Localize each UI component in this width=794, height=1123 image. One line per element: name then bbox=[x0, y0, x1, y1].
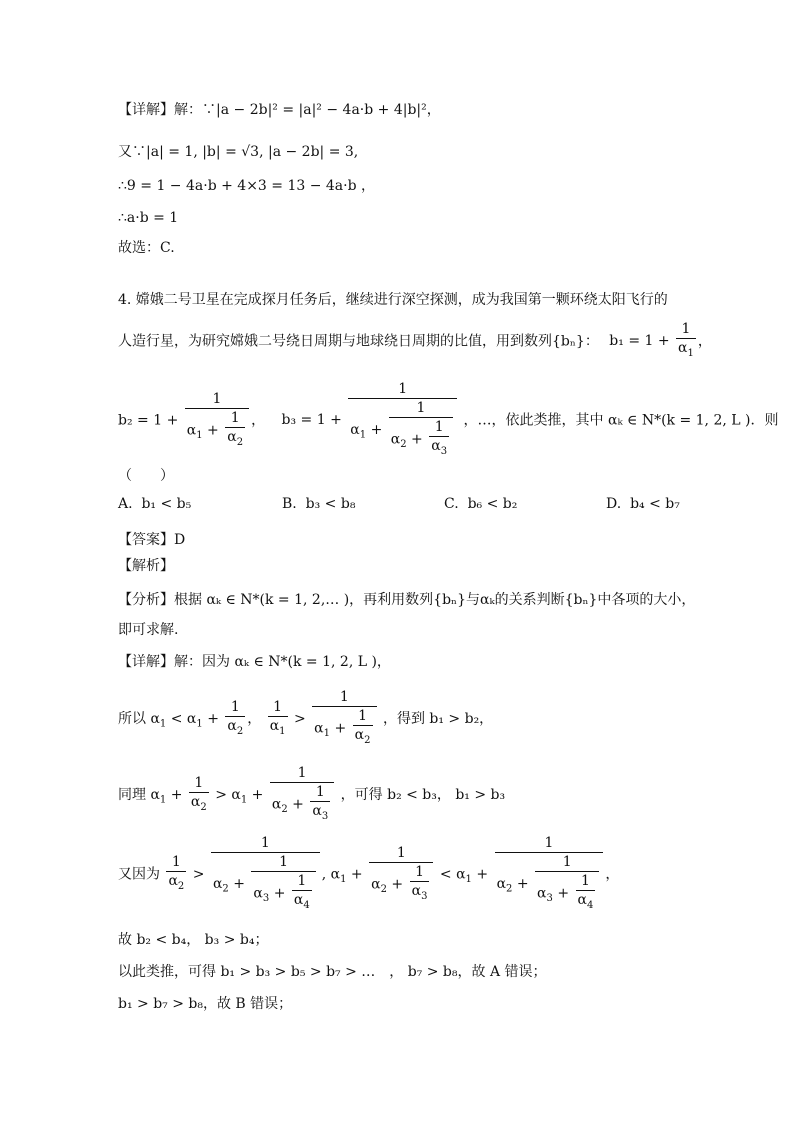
detail-line-4: ∴a·b = 1 bbox=[118, 210, 179, 226]
option-d-text: b₄ < b₇ bbox=[630, 496, 680, 512]
suoyi-pre: 所以 bbox=[118, 710, 146, 727]
option-b-text: b₃ < b₈ bbox=[305, 496, 356, 512]
b2-fraction: 1 $\alpha_1$ + $\frac{1}{\alpha_2}$ bbox=[185, 390, 249, 452]
detail-line-2: 又∵|a| = 1, |b| = √3, |a − 2b| = 3, bbox=[118, 144, 359, 160]
youyin-pre: 又因为 bbox=[118, 866, 160, 883]
yici-line: 以此类推，可得 b₁ > b₃ > b₅ > b₇ > … ， b₇ > b₈，故 A 错误； bbox=[118, 964, 547, 980]
tongli-pre: 同理 bbox=[118, 786, 146, 803]
question-stem-line-2: 人造行星，为研究嫦娥二号绕日周期与地球绕日周期的比值，用到数列{bₙ}： b₁ = 1 + $\frac{1}{\alpha_1}$ ， bbox=[118, 320, 712, 363]
option-c: C. b₆ < b₂ bbox=[444, 496, 518, 512]
answer-label: 【答案】 bbox=[118, 532, 174, 548]
b1-fraction: $\frac{1}{\alpha_1}$ bbox=[676, 320, 696, 363]
answer-value: D bbox=[174, 532, 186, 548]
analysis-fenxi-2: 即可求解. bbox=[118, 622, 179, 638]
option-b: B. b₃ < b₈ bbox=[282, 496, 356, 512]
gu-line: 故 b₂ < b₄， b₃ > b₄； bbox=[118, 932, 269, 948]
analysis-fenxi: 【分析】根据 αₖ ∈ N*(k = 1, 2,… )，再利用数列{bₙ}与αₖ的关系判断{bₙ}中各项的大小， bbox=[118, 592, 696, 608]
last-line: b₁ > b₇ > b₈，故 B 错误； bbox=[118, 996, 293, 1012]
b3-formula: b₃ = 1 + bbox=[281, 412, 342, 429]
option-c-text: b₆ < b₂ bbox=[467, 496, 518, 512]
detail-line-5: 故选：C. bbox=[118, 240, 175, 256]
answer-line bbox=[118, 530, 185, 550]
b2-formula: b₂ = 1 + bbox=[118, 412, 179, 429]
option-d: D. b₄ < b₇ bbox=[606, 496, 680, 512]
suoyi-line: 所以 $\alpha_1 < \alpha_1$ + $\frac{1}{\alpha_2}$ ， $\frac{1}{\alpha_1}$ > 1 $\alpha_1$ + $\frac{1}{\alpha_2}$ ，得到 b₁ > b₂， bbox=[118, 688, 493, 750]
question-tail: ，…，依此类推，其中 αₖ ∈ N*(k = 1, 2, L )．则 bbox=[463, 412, 779, 429]
suoyi-post: ，得到 b₁ > b₂， bbox=[382, 710, 494, 727]
b1-formula: b₁ = 1 + bbox=[609, 333, 670, 350]
option-a-text: b₁ < b₅ bbox=[141, 496, 192, 512]
b3-fraction: 1 $\alpha_1$ + 1 $\alpha_2$ + $\frac{1}{\alpha_3}$ bbox=[348, 380, 457, 461]
b2-b3-line: b₂ = 1 + 1 $\alpha_1$ + $\frac{1}{\alpha_2}$ ， b₃ = 1 + 1 $\alpha_1$ + 1 $\alpha_2$ + $\frac{1}{\alpha_3}$ ，…，依此类推，其中 αₖ ∈ N*(k = 1, 2, L )．则 bbox=[118, 380, 778, 461]
question-stem-text: 人造行星，为研究嫦娥二号绕日周期与地球绕日周期的比值，用到数列{bₙ}： bbox=[118, 333, 599, 350]
tongli-post: ，可得 b₂ < b₃， b₁ > b₃ bbox=[340, 786, 506, 803]
analysis-title: 【解析】 bbox=[118, 558, 174, 574]
youyin-line: 又因为 $\frac{1}{\alpha_2}$ > 1 $\alpha_2$ + 1 $\alpha_3$ + $\frac{1}{\alpha_4}$ , $\alpha_1$ + 1 $\alpha_2$ + $\frac{1}{\alpha_3}$ < $\alpha_1$ + 1 $\alpha_2$ + 1 $\alpha_3$ + $\frac{1}{\alpha_4}$ ， bbox=[118, 834, 619, 915]
tongli-line: 同理 $\alpha_1$ + $\frac{1}{\alpha_2}$ > $\alpha_1$ + 1 $\alpha_2$ + $\frac{1}{\alpha_3}$ ，可得 b₂ < b₃， b₁ > b₃ bbox=[118, 764, 505, 826]
option-a: A. b₁ < b₅ bbox=[118, 496, 192, 512]
analysis-detail: 【详解】解：因为 αₖ ∈ N*(k = 1, 2, L )， bbox=[118, 654, 391, 670]
question-paren: （ ） bbox=[118, 468, 174, 484]
question-stem-line-1: 4. 嫦娥二号卫星在完成探月任务后，继续进行深空探测，成为我国第一颗环绕太阳飞行的 bbox=[118, 292, 668, 308]
detail-line-1: 【详解】解：∵|a − 2b|² = |a|² − 4a·b + 4|b|²， bbox=[118, 102, 441, 118]
detail-line-3: ∴9 = 1 − 4a·b + 4×3 = 13 − 4a·b ， bbox=[118, 178, 376, 194]
